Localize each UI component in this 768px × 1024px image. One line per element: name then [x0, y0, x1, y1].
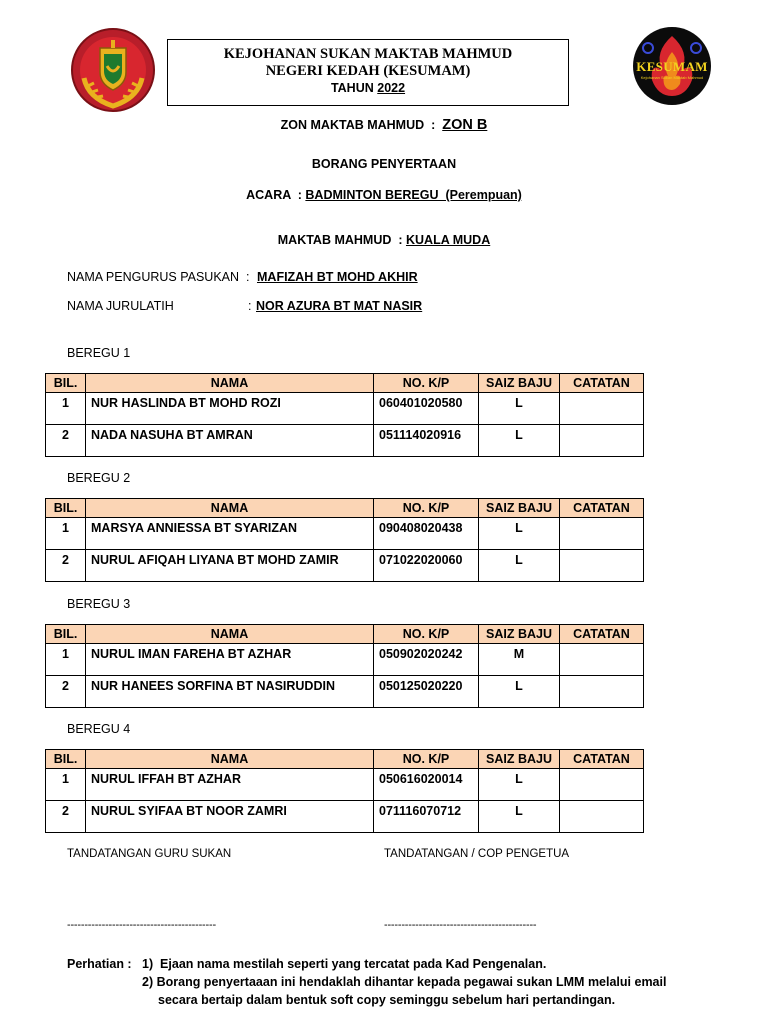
header-bil: BIL.	[46, 374, 86, 393]
cell-catatan	[560, 550, 644, 582]
maktab-value: KUALA MUDA	[405, 233, 491, 247]
cell-bil: 1	[46, 644, 86, 676]
header-nama: NAMA	[86, 374, 374, 393]
event-title-line2: NEGERI KEDAH (KESUMAM)	[265, 63, 471, 79]
header-bil: BIL.	[46, 750, 86, 769]
cell-bil: 2	[46, 676, 86, 708]
team-table	[45, 498, 644, 582]
cell-nama: NURUL IMAN FAREHA BT AZHAR	[86, 644, 374, 676]
signature-label-pengetua: TANDATANGAN / COP PENGETUA	[384, 848, 570, 860]
header-catatan: CATATAN	[560, 750, 644, 769]
cell-saiz: L	[479, 801, 560, 833]
kesumam-logo	[632, 26, 712, 106]
header-kp: NO. K/P	[374, 750, 479, 769]
cell-bil: 2	[46, 801, 86, 833]
cell-bil: 1	[46, 393, 86, 425]
cell-catatan	[560, 676, 644, 708]
cell-bil: 1	[46, 518, 86, 550]
cell-kp: 071022020060	[374, 550, 479, 582]
cell-nama: NURUL SYIFAA BT NOOR ZAMRI	[86, 801, 374, 833]
signature-label-guru: TANDATANGAN GURU SUKAN	[67, 848, 232, 860]
team-label: BEREGU 1	[67, 346, 131, 360]
cell-kp: 071116070712	[374, 801, 479, 833]
jurulatih-value: NOR AZURA BT MAT NASIR	[256, 299, 423, 313]
acara-value: BADMINTON BEREGU (Perempuan)	[305, 188, 522, 202]
perhatian-item-2: 2) Borang penyertaaan ini hendaklah dihantar kepada pegawai sukan LMM melalui email	[142, 975, 667, 989]
cell-nama: MARSYA ANNIESSA BT SYARIZAN	[86, 518, 374, 550]
cell-kp: 060401020580	[374, 393, 479, 425]
cell-bil: 1	[46, 769, 86, 801]
cell-nama: NADA NASUHA BT AMRAN	[86, 425, 374, 457]
header-bil: BIL.	[46, 625, 86, 644]
header-saiz: SAIZ BAJU	[479, 750, 560, 769]
pengurus-value: MAFIZAH BT MOHD AKHIR	[257, 270, 418, 284]
table-row	[46, 801, 644, 833]
cell-saiz: L	[479, 393, 560, 425]
kesumam-logo-subtext: Kejohanan Sukan Maktab Mahmud	[640, 75, 704, 80]
kedah-crest-logo	[70, 26, 156, 114]
signature-line-pengetua: --------------------------------------------	[384, 919, 537, 931]
jurulatih-label: NAMA JURULATIH	[67, 299, 174, 313]
cell-saiz: L	[479, 550, 560, 582]
cell-kp: 051114020916	[374, 425, 479, 457]
cell-saiz: L	[479, 425, 560, 457]
cell-catatan	[560, 769, 644, 801]
table-row	[46, 393, 644, 425]
signature-line-guru: -------------------------------------------	[67, 919, 216, 931]
cell-catatan	[560, 518, 644, 550]
zon-line: ZON MAKTAB MAHMUD : ZON B	[280, 117, 488, 133]
header-kp: NO. K/P	[374, 499, 479, 518]
header-saiz: SAIZ BAJU	[479, 374, 560, 393]
header-kp: NO. K/P	[374, 374, 479, 393]
cell-bil: 2	[46, 425, 86, 457]
table-header-row	[46, 750, 644, 769]
table-header-row	[46, 374, 644, 393]
header-nama: NAMA	[86, 499, 374, 518]
cell-kp: 050616020014	[374, 769, 479, 801]
pengurus-label: NAMA PENGURUS PASUKAN :	[67, 270, 250, 284]
form-title: BORANG PENYERTAAN	[311, 157, 457, 171]
kesumam-logo-text: KESUMAM	[636, 59, 708, 74]
cell-nama: NURUL AFIQAH LIYANA BT MOHD ZAMIR	[86, 550, 374, 582]
team-table	[45, 373, 644, 457]
jurulatih-colon: :	[248, 299, 252, 313]
cell-nama: NUR HASLINDA BT MOHD ROZI	[86, 393, 374, 425]
cell-saiz: L	[479, 518, 560, 550]
event-title-box	[167, 39, 569, 106]
perhatian-label: Perhatian :	[67, 957, 132, 971]
perhatian-item-1: 1) Ejaan nama mestilah seperti yang tercatat pada Kad Pengenalan.	[142, 957, 547, 971]
header-catatan: CATATAN	[560, 499, 644, 518]
cell-saiz: L	[479, 769, 560, 801]
header-bil: BIL.	[46, 499, 86, 518]
header-nama: NAMA	[86, 750, 374, 769]
event-title-line1: KEJOHANAN SUKAN MAKTAB MAHMUD	[223, 46, 513, 62]
event-year: TAHUN 2022	[330, 81, 406, 95]
cell-nama: NURUL IFFAH BT AZHAR	[86, 769, 374, 801]
cell-nama: NUR HANEES SORFINA BT NASIRUDDIN	[86, 676, 374, 708]
header-saiz: SAIZ BAJU	[479, 499, 560, 518]
acara-line: ACARA : BADMINTON BEREGU (Perempuan)	[246, 188, 522, 202]
team-label: BEREGU 3	[67, 597, 131, 611]
table-header-row	[46, 625, 644, 644]
perhatian-item-2-cont: secara bertaip dalam bentuk soft copy seminggu sebelum hari pertandingan.	[158, 993, 616, 1007]
header-catatan: CATATAN	[560, 625, 644, 644]
cell-saiz: M	[479, 644, 560, 676]
table-header-row	[46, 499, 644, 518]
cell-saiz: L	[479, 676, 560, 708]
maktab-line: MAKTAB MAHMUD : KUALA MUDA	[277, 233, 491, 247]
header-kp: NO. K/P	[374, 625, 479, 644]
table-row	[46, 518, 644, 550]
cell-catatan	[560, 425, 644, 457]
table-row	[46, 676, 644, 708]
cell-catatan	[560, 801, 644, 833]
zon-value: ZON B	[442, 117, 488, 133]
cell-catatan	[560, 393, 644, 425]
team-table	[45, 624, 644, 708]
header-saiz: SAIZ BAJU	[479, 625, 560, 644]
header-nama: NAMA	[86, 625, 374, 644]
cell-bil: 2	[46, 550, 86, 582]
table-row	[46, 644, 644, 676]
table-row	[46, 550, 644, 582]
cell-catatan	[560, 644, 644, 676]
table-row	[46, 769, 644, 801]
header-catatan: CATATAN	[560, 374, 644, 393]
table-row	[46, 425, 644, 457]
cell-kp: 090408020438	[374, 518, 479, 550]
team-label: BEREGU 2	[67, 471, 131, 485]
team-label: BEREGU 4	[67, 722, 131, 736]
team-table	[45, 749, 644, 833]
cell-kp: 050902020242	[374, 644, 479, 676]
cell-kp: 050125020220	[374, 676, 479, 708]
